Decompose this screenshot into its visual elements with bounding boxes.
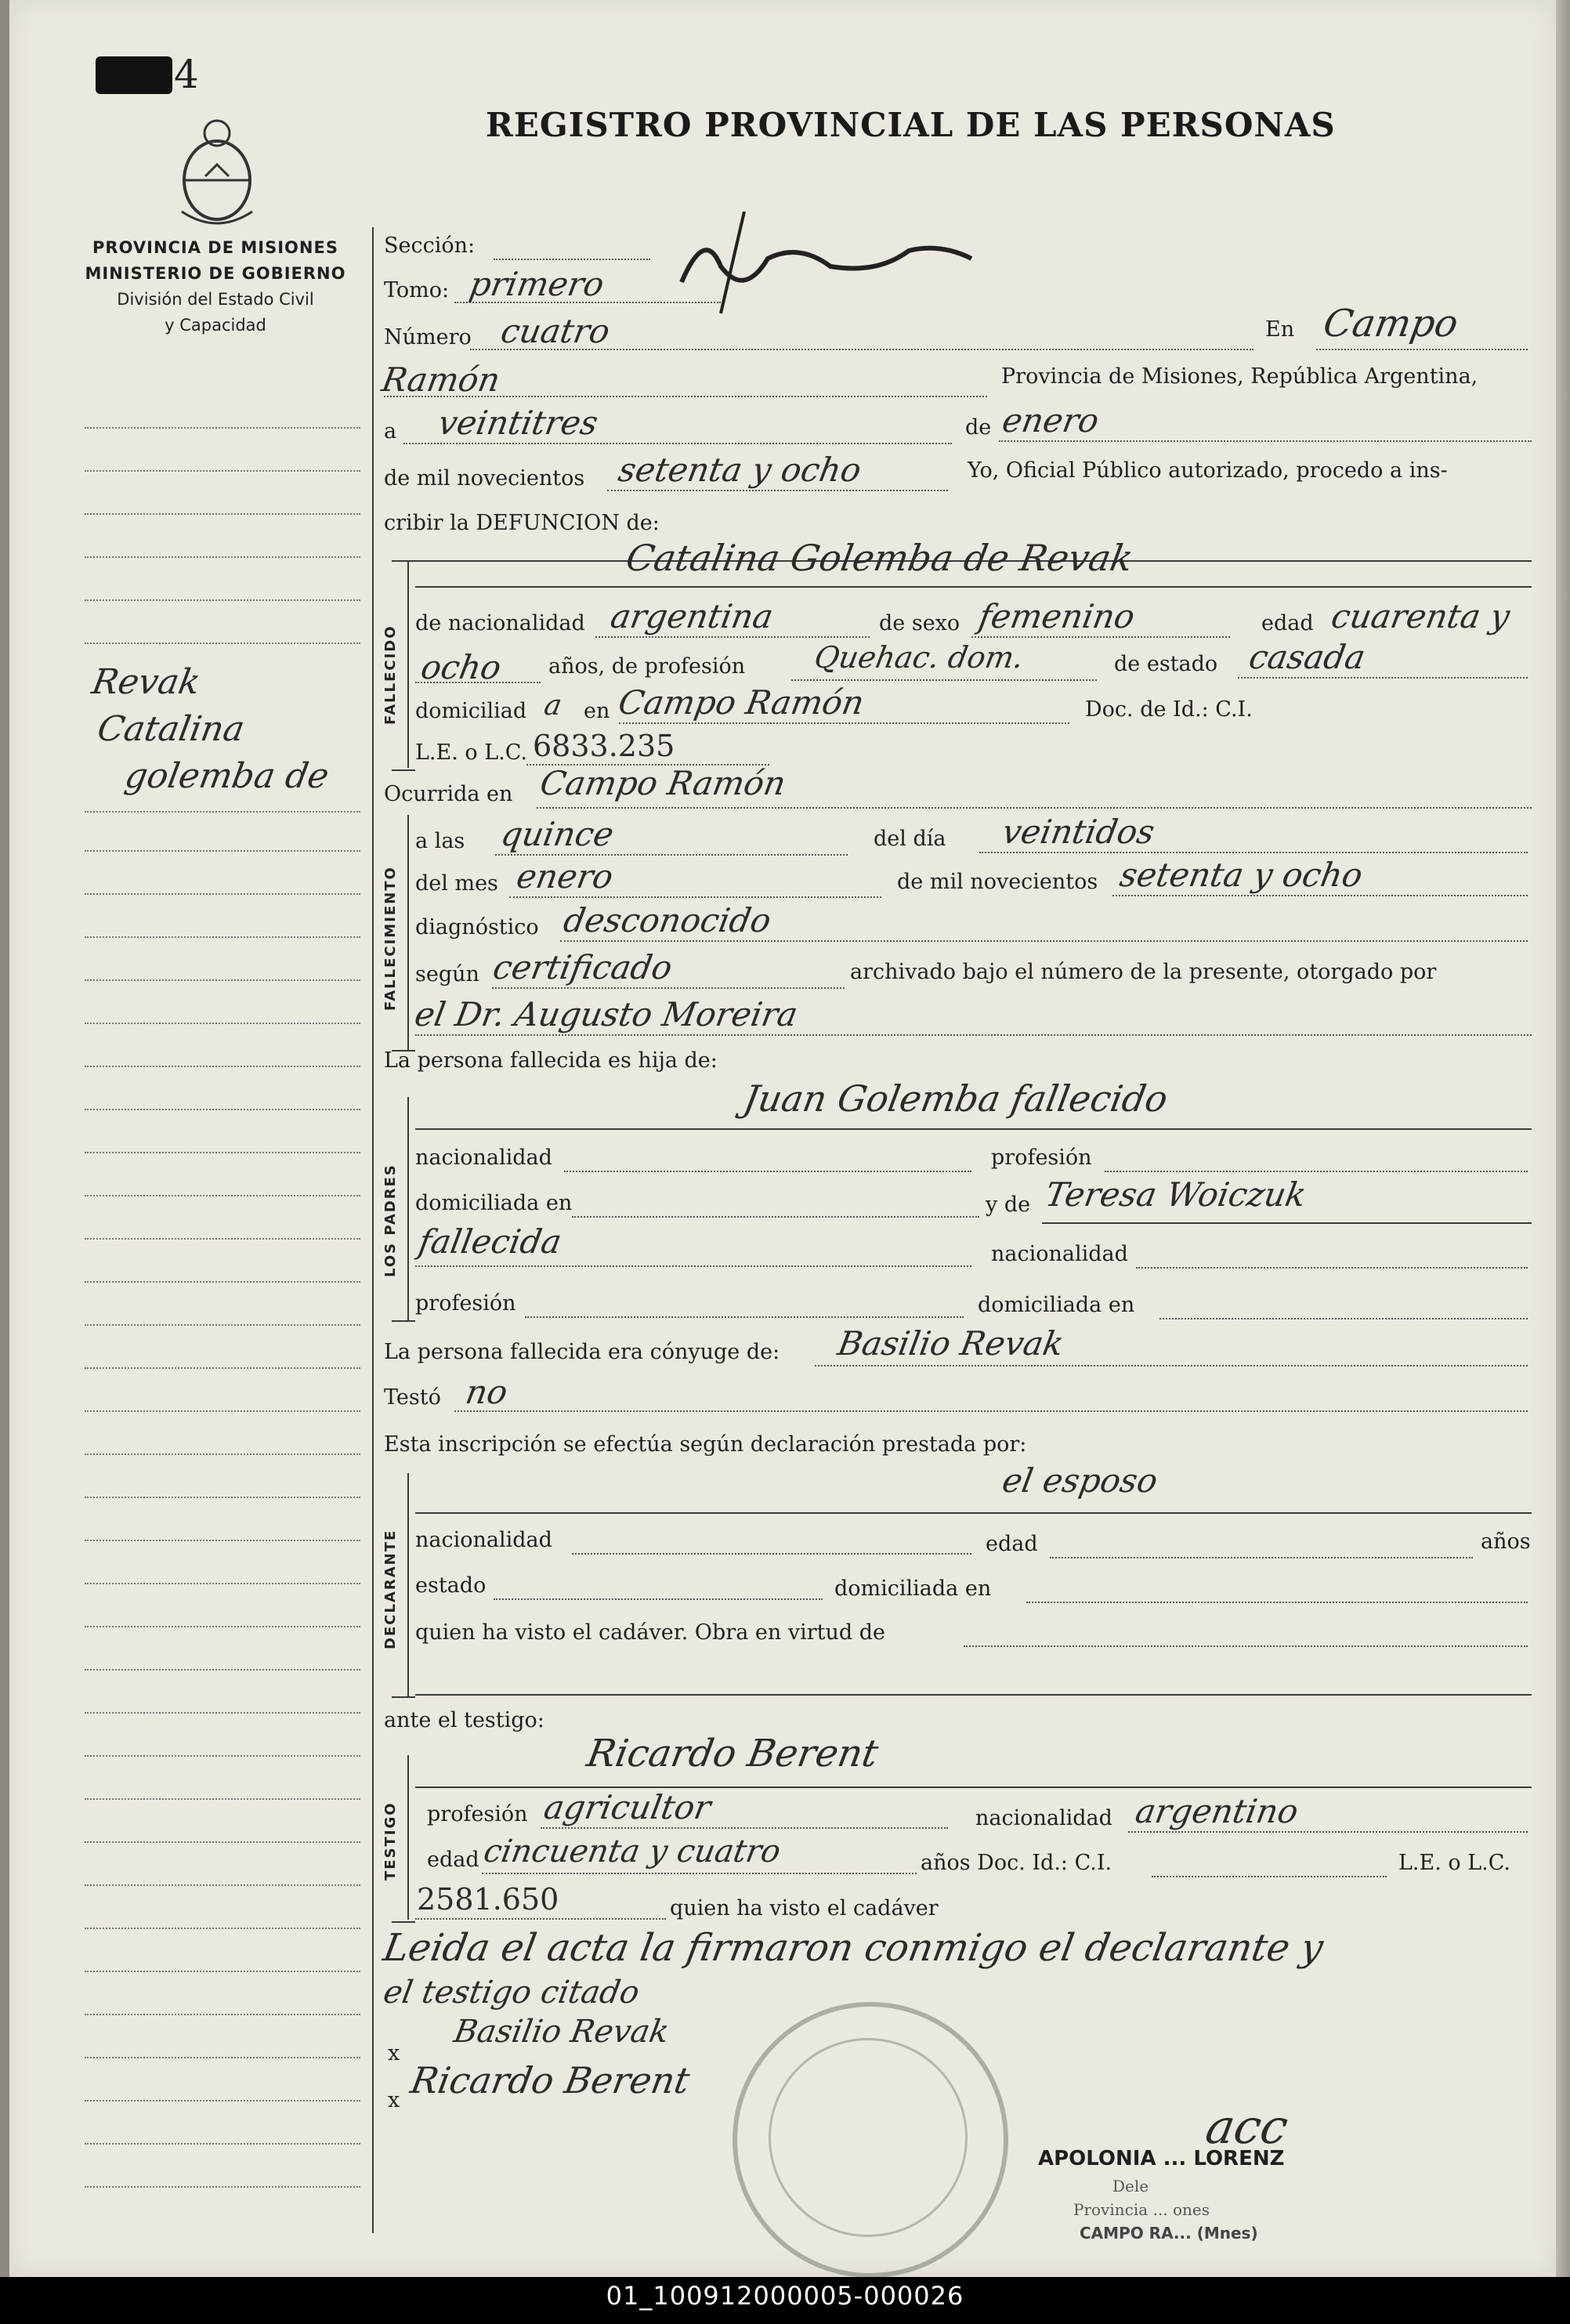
- page-edge: [1556, 0, 1570, 2277]
- main-divider: [372, 227, 374, 2233]
- profesion-value: Quehac. dom.: [812, 640, 1026, 675]
- edad-value-1: cuarenta y: [1328, 597, 1513, 635]
- declarante-rule: [415, 1512, 1532, 1514]
- closing-line-2: el testigo citado: [380, 1975, 642, 2011]
- side-label-fallecido: FALLECIDO: [382, 624, 399, 725]
- side-label-fallecimiento: FALLECIMIENTO: [382, 866, 399, 1011]
- line-profesion: [791, 679, 1097, 681]
- lugar-value-1: Campo: [1320, 302, 1462, 346]
- line-conyuge: [815, 1365, 1528, 1367]
- line-declarante-nacionalidad: [572, 1553, 971, 1555]
- label-tomo: Tomo:: [384, 278, 450, 302]
- line-madre-nacionalidad: [1136, 1267, 1528, 1269]
- label-madre-profesion: profesión: [415, 1291, 516, 1316]
- lugar-value-2: Ramón: [378, 360, 504, 399]
- line-sexo: [971, 636, 1230, 638]
- line-madre-estado: [415, 1265, 971, 1267]
- edad-value-2: ocho: [418, 648, 505, 686]
- line-dia: [403, 443, 952, 444]
- label-madre-domiciliada: domiciliada en: [978, 1293, 1135, 1317]
- official-location: CAMPO RA... (Mnes): [1080, 2224, 1258, 2243]
- label-testo: Testó: [384, 1385, 441, 1410]
- coat-of-arms-icon: [174, 110, 260, 227]
- line-quien-cadaver: [964, 1645, 1528, 1647]
- side-label-testigo: TESTIGO: [382, 1801, 399, 1881]
- fallecido-bottom-rule: [392, 769, 415, 771]
- dia-fallecimiento-value: veintidos: [999, 813, 1158, 851]
- label-declarante-domiciliada: domiciliada en: [834, 1576, 992, 1601]
- hora-value: quince: [497, 815, 617, 853]
- document-title: REGISTRO PROVINCIAL DE LAS PERSONAS: [486, 106, 1336, 144]
- page-number-redaction: [96, 56, 172, 94]
- fallecido-left-rule: [407, 560, 409, 768]
- label-edad: edad: [1261, 611, 1314, 635]
- line-padres-nacionalidad: [564, 1171, 971, 1172]
- label-yo: Yo, Oficial Público autorizado, procedo a ins-: [968, 458, 1448, 483]
- declarante-mid-rule: [415, 1694, 1532, 1696]
- line-anio: [607, 490, 948, 491]
- declarante-value: el esposo: [999, 1461, 1161, 1500]
- official-title: Dele: [1112, 2177, 1149, 2195]
- line-ocurrida: [537, 807, 1532, 809]
- label-testigo-le-lc: L.E. o L.C.: [1398, 1851, 1511, 1875]
- madre-estado-value: fallecida: [415, 1222, 565, 1261]
- label-declarante-edad: edad: [986, 1532, 1038, 1556]
- line-mes: [999, 440, 1532, 442]
- margin-note-line3: golemba de: [121, 756, 332, 796]
- label-de-mil2: de mil novecientos: [897, 870, 1098, 894]
- label-inscripcion: Esta inscripción se efectúa según declaración prestada por:: [384, 1432, 1027, 1457]
- label-de-nacionalidad: de nacionalidad: [415, 611, 585, 635]
- line-domicilio: [619, 722, 1069, 724]
- side-label-padres: LOS PADRES: [382, 1164, 399, 1277]
- label-testigo-nacionalidad: nacionalidad: [975, 1806, 1112, 1830]
- line-nacionalidad: [595, 636, 870, 638]
- signature-mark-1: x: [388, 2041, 400, 2065]
- line-seccion: [494, 259, 650, 260]
- domiciliada-suffix: a: [541, 690, 565, 722]
- seccion-scribble: [674, 212, 1003, 321]
- padres-bottom-rule: [392, 1320, 415, 1322]
- numero-value: cuatro: [497, 312, 613, 350]
- line-lugar: [1316, 349, 1528, 350]
- label-numero: Número: [384, 325, 472, 349]
- official-seal-stamp: [733, 2002, 1008, 2278]
- header-province: PROVINCIA DE MISIONES: [92, 238, 338, 257]
- fallecido-name: Catalina Golemba de Revak: [623, 537, 1137, 579]
- estado-civil-value: casada: [1246, 638, 1369, 676]
- ocurrida-value: Campo Ramón: [537, 764, 789, 802]
- testigo-nacionalidad-value: argentino: [1132, 1792, 1301, 1830]
- label-hija-de: La persona fallecida es hija de:: [384, 1048, 718, 1073]
- anio-value: setenta y ocho: [615, 451, 865, 489]
- testigo-profesion-value: agricultor: [541, 1788, 714, 1826]
- label-archivado: archivado bajo el número de la presente, otorgado por: [850, 960, 1437, 984]
- margin-note-line2: Catalina: [94, 709, 248, 749]
- le-lc-value: 6833.235: [533, 729, 675, 763]
- testigo-edad-value: cincuenta y cuatro: [480, 1833, 783, 1870]
- line-testigo-doc: [1152, 1876, 1387, 1877]
- line-declarante-domiciliada: [1026, 1602, 1528, 1603]
- line-padres-domiciliada: [572, 1216, 979, 1218]
- line-anio-fallecimiento: [1112, 895, 1528, 896]
- label-quien-cadaver: quien ha visto el cadáver. Obra en virtud de: [415, 1620, 886, 1645]
- margin-note-line1: Revak: [89, 662, 204, 702]
- signature-declarante: Basilio Revak: [450, 2014, 672, 2050]
- declarante-bottom-rule: [392, 1696, 415, 1698]
- label-conyuge: La persona fallecida era cónyuge de:: [384, 1340, 780, 1364]
- line-testigo-nacionalidad: [1128, 1831, 1528, 1833]
- mes-fallecimiento-value: enero: [513, 857, 617, 896]
- dia-value: veintitres: [435, 404, 602, 442]
- line-estado: [1238, 677, 1528, 679]
- testigo-value: Ricardo Berent: [584, 1732, 881, 1776]
- padres-left-rule: [407, 1097, 409, 1320]
- testigo-bottom-rule: [392, 1921, 415, 1923]
- line-lugar2: [384, 396, 987, 397]
- testigo-doc-value: 2581.650: [417, 1882, 559, 1917]
- line-madre-domiciliada: [1159, 1318, 1528, 1319]
- label-doc-id: Doc. de Id.: C.I.: [1085, 697, 1253, 722]
- declarante-left-rule: [407, 1473, 409, 1696]
- official-signature: acc: [1201, 2100, 1293, 2155]
- line-diagnostico: [560, 940, 1528, 942]
- line-testo: [454, 1410, 1528, 1412]
- label-ante-testigo: ante el testigo:: [384, 1708, 544, 1732]
- signature-testigo: Ricardo Berent: [407, 2059, 693, 2101]
- tomo-value: primero: [466, 265, 607, 303]
- label-seccion: Sección:: [384, 233, 476, 258]
- image-identifier: 01_100912000005-000026: [606, 2281, 964, 2311]
- closing-line-1: Leida el acta la firmaron conmigo el declarante y: [380, 1926, 1327, 1970]
- header-ministry: MINISTERIO DE GOBIERNO: [85, 264, 346, 283]
- label-diagnostico: diagnóstico: [415, 915, 539, 939]
- official-name: APOLONIA ... LORENZ: [1038, 2147, 1285, 2170]
- sexo-value: femenino: [975, 597, 1138, 635]
- label-en: En: [1265, 317, 1295, 342]
- domicilio-value: Campo Ramón: [615, 683, 867, 722]
- label-padres-profesion: profesión: [991, 1146, 1092, 1170]
- signature-mark-2: x: [388, 2088, 400, 2112]
- line-edad2: [415, 682, 541, 683]
- label-quien-cadaver2: quien ha visto el cadáver: [670, 1896, 939, 1920]
- conyuge-value: Basilio Revak: [834, 1324, 1067, 1363]
- line-medico: [415, 1034, 1532, 1036]
- label-de-sexo: de sexo: [879, 611, 960, 635]
- diagnostico-value: desconocido: [560, 901, 774, 939]
- label-del-mes: del mes: [415, 871, 498, 896]
- label-de: de: [965, 415, 992, 440]
- padre-rule: [415, 1128, 1532, 1130]
- line-mes-fallecimiento: [509, 896, 881, 898]
- line-padres-profesion: [1105, 1171, 1528, 1172]
- line-declarante-estado: [494, 1598, 823, 1600]
- medico-value: el Dr. Augusto Moreira: [411, 995, 801, 1033]
- label-de-mil: de mil novecientos: [384, 466, 585, 491]
- mes-value: enero: [999, 401, 1102, 440]
- label-ocurrida: Ocurrida en: [384, 782, 513, 806]
- testigo-left-rule: [407, 1755, 409, 1920]
- segun-value: certificado: [490, 948, 675, 986]
- madre-value: Teresa Woiczuk: [1042, 1175, 1310, 1214]
- label-madre-nacionalidad: nacionalidad: [991, 1242, 1128, 1266]
- line-madre-profesion: [525, 1316, 964, 1318]
- line-testigo-doc2: [415, 1918, 666, 1920]
- line-hora: [495, 854, 848, 856]
- label-testigo-profesion: profesión: [427, 1802, 528, 1826]
- label-declarante-nacionalidad: nacionalidad: [415, 1528, 552, 1552]
- line-dia-fallecimiento: [979, 852, 1528, 853]
- nacionalidad-value: argentina: [607, 597, 776, 635]
- line-testigo-profesion: [541, 1827, 948, 1829]
- label-cribir: cribir la DEFUNCION de:: [384, 511, 660, 535]
- testo-value: no: [462, 1373, 511, 1411]
- line-testigo-edad: [482, 1873, 917, 1874]
- issuer-header: [74, 235, 356, 338]
- side-label-declarante: DECLARANTE: [382, 1529, 399, 1649]
- label-y-de: y de: [986, 1193, 1031, 1217]
- label-anos-profesion: años, de profesión: [548, 654, 746, 679]
- label-de-estado: de estado: [1114, 652, 1218, 676]
- label-a: a: [384, 419, 397, 443]
- label-padres-nacionalidad: nacionalidad: [415, 1146, 552, 1170]
- line-declarante-edad: [1050, 1557, 1473, 1558]
- label-le-lc: L.E. o L.C.: [415, 740, 528, 765]
- label-a-las: a las: [415, 829, 465, 853]
- label-provincia: Provincia de Misiones, República Argentina,: [1001, 364, 1478, 389]
- padre-value: Juan Golemba fallecido: [740, 1077, 1171, 1120]
- official-province: Provincia ... ones: [1073, 2200, 1210, 2219]
- anio-fallecimiento-value: setenta y ocho: [1116, 856, 1366, 894]
- label-testigo-anos-doc: años Doc. Id.: C.I.: [921, 1851, 1112, 1875]
- page-number: 4: [174, 52, 199, 97]
- label-padres-domiciliada: domiciliada en: [415, 1191, 573, 1215]
- fallecimiento-left-rule: [407, 815, 409, 1050]
- label-domiciliad: domiciliad: [415, 699, 527, 723]
- header-capacity: y Capacidad: [165, 316, 266, 335]
- label-declarante-estado: estado: [415, 1573, 487, 1598]
- label-del-dia: del día: [874, 827, 946, 851]
- label-en2: en: [584, 699, 610, 723]
- label-testigo-edad: edad: [427, 1848, 479, 1872]
- header-division: División del Estado Civil: [117, 290, 314, 309]
- fallecido-name-rule: [415, 586, 1532, 588]
- label-segun: según: [415, 962, 479, 986]
- line-segun: [492, 987, 845, 989]
- label-declarante-anos: años: [1481, 1529, 1531, 1554]
- madre-rule: [1042, 1222, 1532, 1224]
